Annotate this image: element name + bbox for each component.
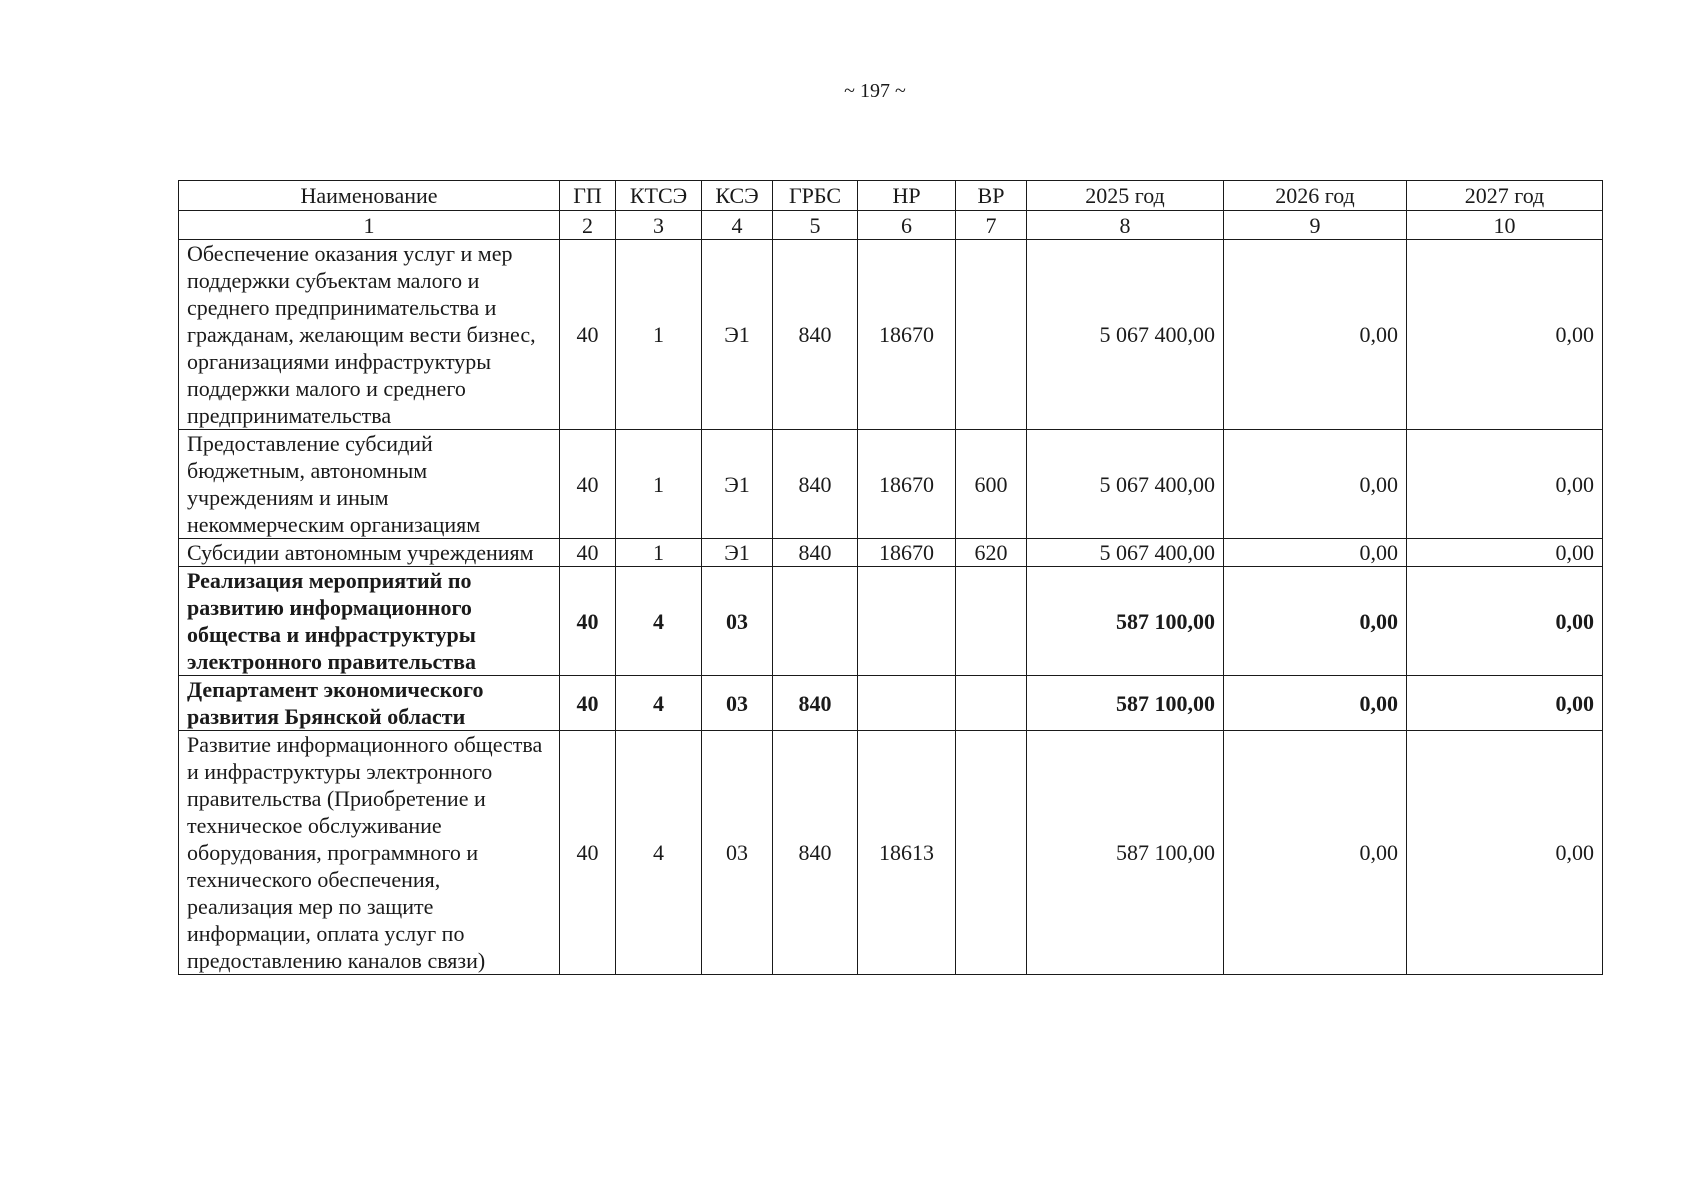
column-number: 1 — [179, 211, 560, 240]
row-kse: 03 — [702, 676, 773, 731]
row-2027: 0,00 — [1407, 676, 1603, 731]
row-gp: 40 — [560, 539, 616, 567]
row-kse: 03 — [702, 731, 773, 975]
row-gp: 40 — [560, 676, 616, 731]
row-nr: 18670 — [858, 539, 956, 567]
row-vr: 600 — [956, 430, 1027, 539]
column-number: 3 — [616, 211, 702, 240]
table-row — [179, 731, 1603, 975]
header-2026: 2026 год — [1224, 181, 1407, 211]
row-2025: 587 100,00 — [1027, 731, 1224, 975]
row-grbs: 840 — [773, 539, 858, 567]
row-vr — [956, 676, 1027, 731]
row-nr — [858, 567, 956, 676]
row-ktse: 1 — [616, 240, 702, 430]
column-number: 4 — [702, 211, 773, 240]
row-2026: 0,00 — [1224, 731, 1407, 975]
header-ktse: КТСЭ — [616, 181, 702, 211]
row-grbs: 840 — [773, 676, 858, 731]
row-gp: 40 — [560, 240, 616, 430]
column-number: 5 — [773, 211, 858, 240]
row-name: Предоставление субсидий бюджетным, автономным учреждениям и иным некоммерческим организациям — [179, 430, 560, 539]
header-gp: ГП — [560, 181, 616, 211]
budget-table — [178, 180, 1603, 975]
row-2025: 5 067 400,00 — [1027, 539, 1224, 567]
row-vr — [956, 240, 1027, 430]
row-gp: 40 — [560, 430, 616, 539]
row-kse: 03 — [702, 567, 773, 676]
row-2027: 0,00 — [1407, 430, 1603, 539]
row-2026: 0,00 — [1224, 430, 1407, 539]
row-2027: 0,00 — [1407, 539, 1603, 567]
row-name: Реализация мероприятий по развитию информационного общества и инфраструктуры электронного правительства — [179, 567, 560, 676]
header-2025: 2025 год — [1027, 181, 1224, 211]
row-nr: 18670 — [858, 430, 956, 539]
column-number: 10 — [1407, 211, 1603, 240]
page-number: ~ 197 ~ — [844, 80, 906, 102]
row-2026: 0,00 — [1224, 676, 1407, 731]
row-grbs: 840 — [773, 731, 858, 975]
row-name: Развитие информационного общества и инфраструктуры электронного правительства (Приобретение и техническое обслуживание оборудования, программного и технического обеспечения, реализация мер по защите информации, оплата услуг по предоставлению каналов связи) — [179, 731, 560, 975]
row-name: Субсидии автономным учреждениям — [179, 539, 560, 567]
header-row — [179, 181, 1603, 211]
row-vr: 620 — [956, 539, 1027, 567]
table-row — [179, 539, 1603, 567]
header-grbs: ГРБС — [773, 181, 858, 211]
row-grbs: 840 — [773, 240, 858, 430]
row-kse: Э1 — [702, 539, 773, 567]
row-gp: 40 — [560, 567, 616, 676]
row-ktse: 4 — [616, 676, 702, 731]
column-number-row — [179, 211, 1603, 240]
column-number: 9 — [1224, 211, 1407, 240]
row-name: Департамент экономического развития Брянской области — [179, 676, 560, 731]
column-number: 2 — [560, 211, 616, 240]
row-ktse: 1 — [616, 539, 702, 567]
row-2026: 0,00 — [1224, 539, 1407, 567]
row-vr — [956, 567, 1027, 676]
row-nr: 18670 — [858, 240, 956, 430]
table-row — [179, 676, 1603, 731]
row-ktse: 4 — [616, 567, 702, 676]
column-number: 7 — [956, 211, 1027, 240]
header-2027: 2027 год — [1407, 181, 1603, 211]
row-2026: 0,00 — [1224, 567, 1407, 676]
row-2025: 5 067 400,00 — [1027, 430, 1224, 539]
row-ktse: 1 — [616, 430, 702, 539]
row-name: Обеспечение оказания услуг и мер поддержки субъектам малого и среднего предпринимательства и гражданам, желающим вести бизнес, организациями инфраструктуры поддержки малого и среднего предпринимательства — [179, 240, 560, 430]
row-2027: 0,00 — [1407, 567, 1603, 676]
row-2025: 587 100,00 — [1027, 567, 1224, 676]
column-number: 6 — [858, 211, 956, 240]
row-kse: Э1 — [702, 240, 773, 430]
header-nr: НР — [858, 181, 956, 211]
column-number: 8 — [1027, 211, 1224, 240]
row-nr — [858, 676, 956, 731]
row-nr: 18613 — [858, 731, 956, 975]
row-grbs: 840 — [773, 430, 858, 539]
row-kse: Э1 — [702, 430, 773, 539]
header-name: Наименование — [179, 181, 560, 211]
row-vr — [956, 731, 1027, 975]
row-2025: 5 067 400,00 — [1027, 240, 1224, 430]
row-grbs — [773, 567, 858, 676]
header-kse: КСЭ — [702, 181, 773, 211]
row-2027: 0,00 — [1407, 731, 1603, 975]
table-row — [179, 240, 1603, 430]
row-gp: 40 — [560, 731, 616, 975]
row-2025: 587 100,00 — [1027, 676, 1224, 731]
row-2027: 0,00 — [1407, 240, 1603, 430]
table-row — [179, 567, 1603, 676]
table-row — [179, 430, 1603, 539]
row-ktse: 4 — [616, 731, 702, 975]
row-2026: 0,00 — [1224, 240, 1407, 430]
header-vr: ВР — [956, 181, 1027, 211]
